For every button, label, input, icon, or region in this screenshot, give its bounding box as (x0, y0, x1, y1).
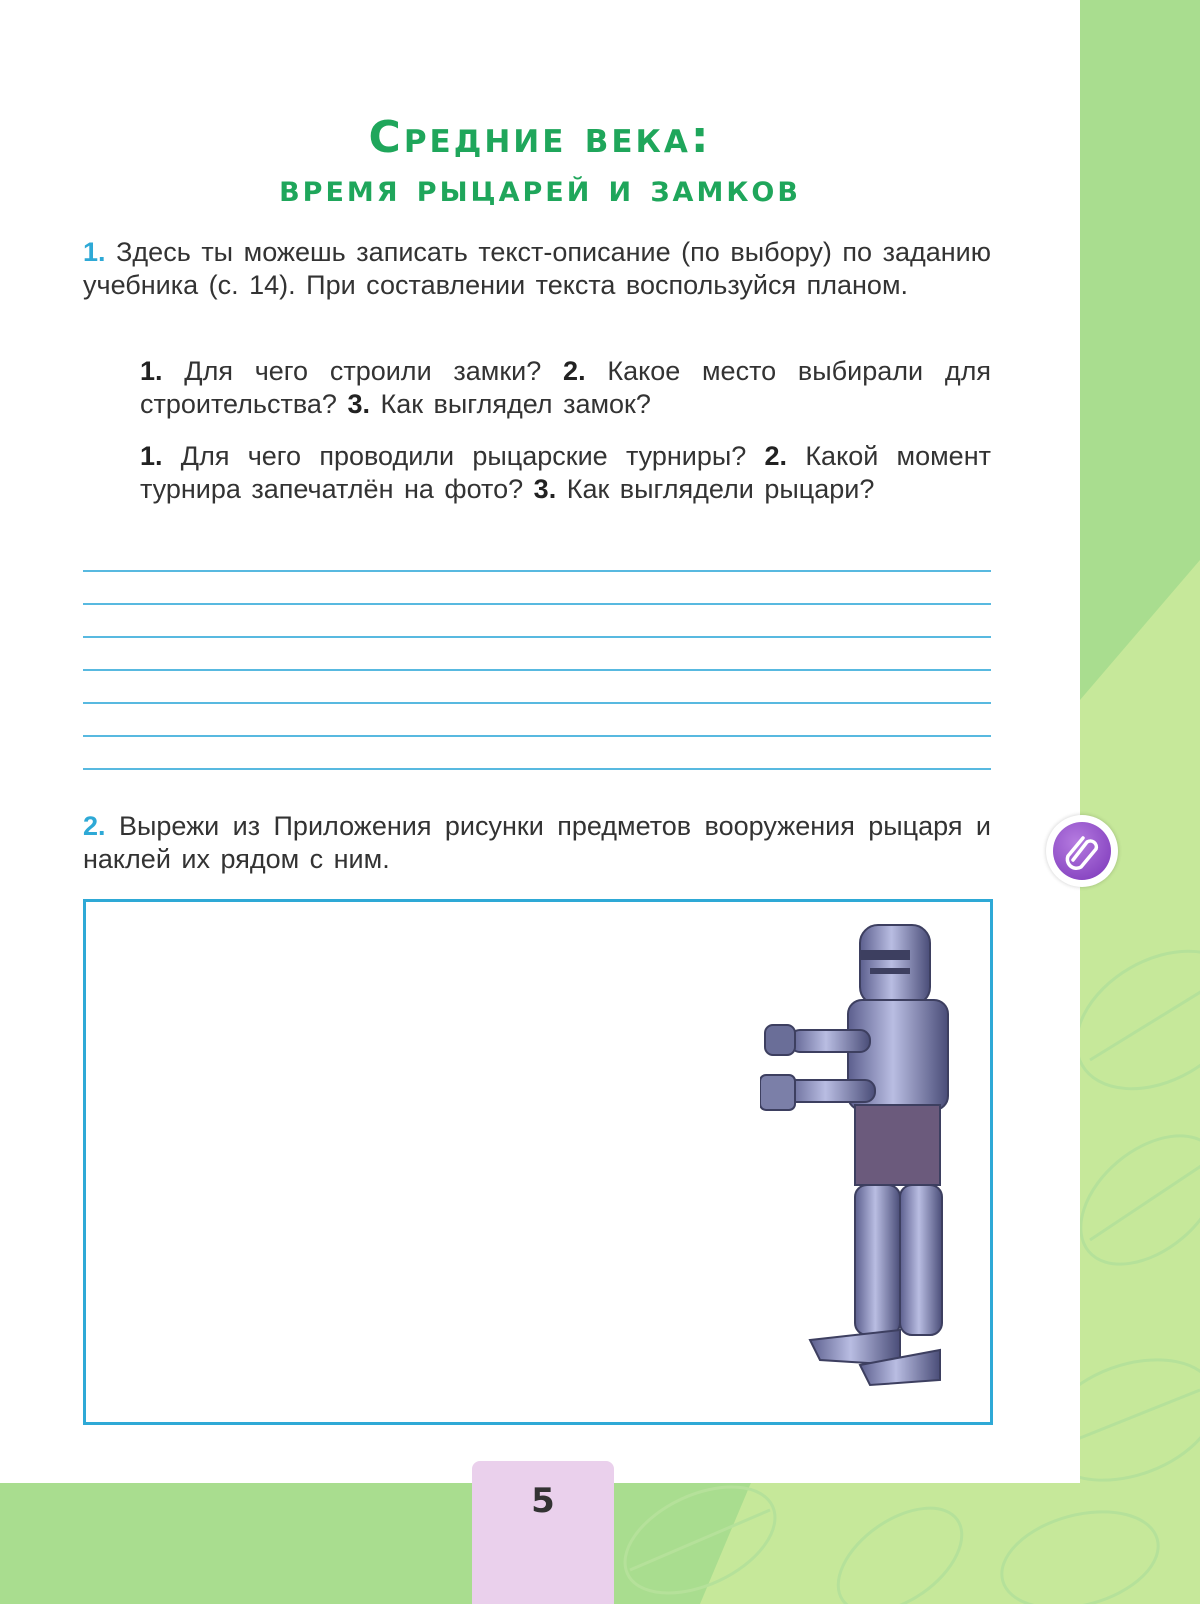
plan-castle-q1: Для чего строили замки? (184, 356, 542, 386)
plan-castle-num-1: 1. (140, 356, 163, 386)
task1-number: 1. (83, 237, 106, 267)
plan-castle-q3: Как выглядел замок? (380, 389, 651, 419)
writing-line[interactable] (83, 636, 991, 638)
plan-tournament-num-2: 2. (764, 441, 788, 471)
plan-tournament-q2: Какой момент турнира запечатлён на фото? (140, 441, 991, 504)
paperclip-badge (1046, 815, 1118, 887)
writing-line[interactable] (83, 735, 991, 737)
task2-text (83, 810, 991, 876)
plan-tournament-num-3: 3. (533, 474, 557, 504)
task1-text (83, 236, 991, 302)
page-title-line1: Средние века: (368, 112, 712, 163)
plan-castle-q2: Какое место выбирали для строительства? (140, 356, 991, 419)
task2-number: 2. (83, 811, 106, 841)
task2-instruction: Вырежи из Приложения рисунки предметов вооружения рыцаря и наклей их рядом с ним. (83, 811, 991, 874)
plan-tournament-num-1: 1. (140, 441, 163, 471)
task1-instruction: Здесь ты можешь записать текст-описание (по выбору) по заданию учебника (с. 14). При составлении текста воспользуйся планом. (83, 237, 991, 300)
paperclip-icon (1053, 822, 1111, 880)
writing-line[interactable] (83, 570, 991, 572)
plan-castle-num-3: 3. (347, 389, 370, 419)
writing-line[interactable] (83, 702, 991, 704)
page-title-line2: время рыцарей и замков (279, 166, 801, 210)
knight-illustration (760, 920, 970, 1420)
writing-line[interactable] (83, 768, 991, 770)
plan-tournament-q3: Как выглядели рыцари? (566, 474, 875, 504)
plan-castle-num-2: 2. (563, 356, 586, 386)
plan-tournament (140, 440, 991, 506)
page-number: 5 (472, 1461, 614, 1604)
writing-line[interactable] (83, 669, 991, 671)
plan-tournament-q1: Для чего проводили рыцарские турниры? (180, 441, 747, 471)
plan-castle (140, 355, 991, 421)
writing-line[interactable] (83, 603, 991, 605)
